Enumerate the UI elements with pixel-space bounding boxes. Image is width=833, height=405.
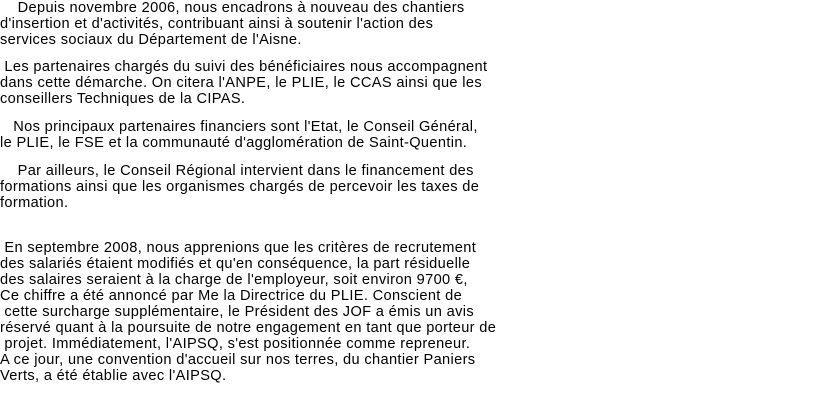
- text-line: Ce chiffre a été annoncé par Me la Directrice du PLIE. Conscient de: [0, 288, 463, 304]
- text-line: Depuis novembre 2006, nous encadrons à nouveau des chantiers: [0, 0, 465, 16]
- text-line: cette surcharge supplémentaire, le Président des JOF a émis un avis: [0, 304, 474, 320]
- text-line: des salariés étaient modifiés et qu'en conséquence, la part résiduelle: [0, 256, 471, 272]
- text-line: formation.: [0, 195, 69, 211]
- text-line: En septembre 2008, nous apprenions que les critères de recrutement: [0, 240, 477, 256]
- text-line: projet. Immédiatement, l'AIPSQ, s'est positionnée comme repreneur.: [0, 336, 471, 352]
- text-line: services sociaux du Département de l'Aisne.: [0, 32, 302, 48]
- text-line: le PLIE, le FSE et la communauté d'agglomération de Saint-Quentin.: [0, 135, 468, 151]
- text-line: dans cette démarche. On citera l'ANPE, le PLIE, le CCAS ainsi que les: [0, 75, 482, 91]
- text-line: Verts, a été établie avec l'AIPSQ.: [0, 368, 227, 384]
- text-line: réservé quant à la poursuite de notre engagement en tant que porteur de: [0, 320, 497, 336]
- text-line: A ce jour, une convention d'accueil sur nos terres, du chantier Paniers: [0, 352, 476, 368]
- text-line: d'insertion et d'activités, contribuant ainsi à soutenir l'action des: [0, 16, 434, 32]
- text-line: formations ainsi que les organismes chargés de percevoir les taxes de: [0, 179, 480, 195]
- text-line: Par ailleurs, le Conseil Régional intervient dans le financement des: [0, 163, 474, 179]
- text-line: des salaires seraient à la charge de l'employeur, soit environ 9700 €,: [0, 272, 468, 288]
- text-line: Les partenaires chargés du suivi des bénéficiaires nous accompagnent: [0, 59, 488, 75]
- text-line: Nos principaux partenaires financiers sont l'Etat, le Conseil Général,: [0, 119, 478, 135]
- text-line: conseillers Techniques de la CIPAS.: [0, 91, 246, 107]
